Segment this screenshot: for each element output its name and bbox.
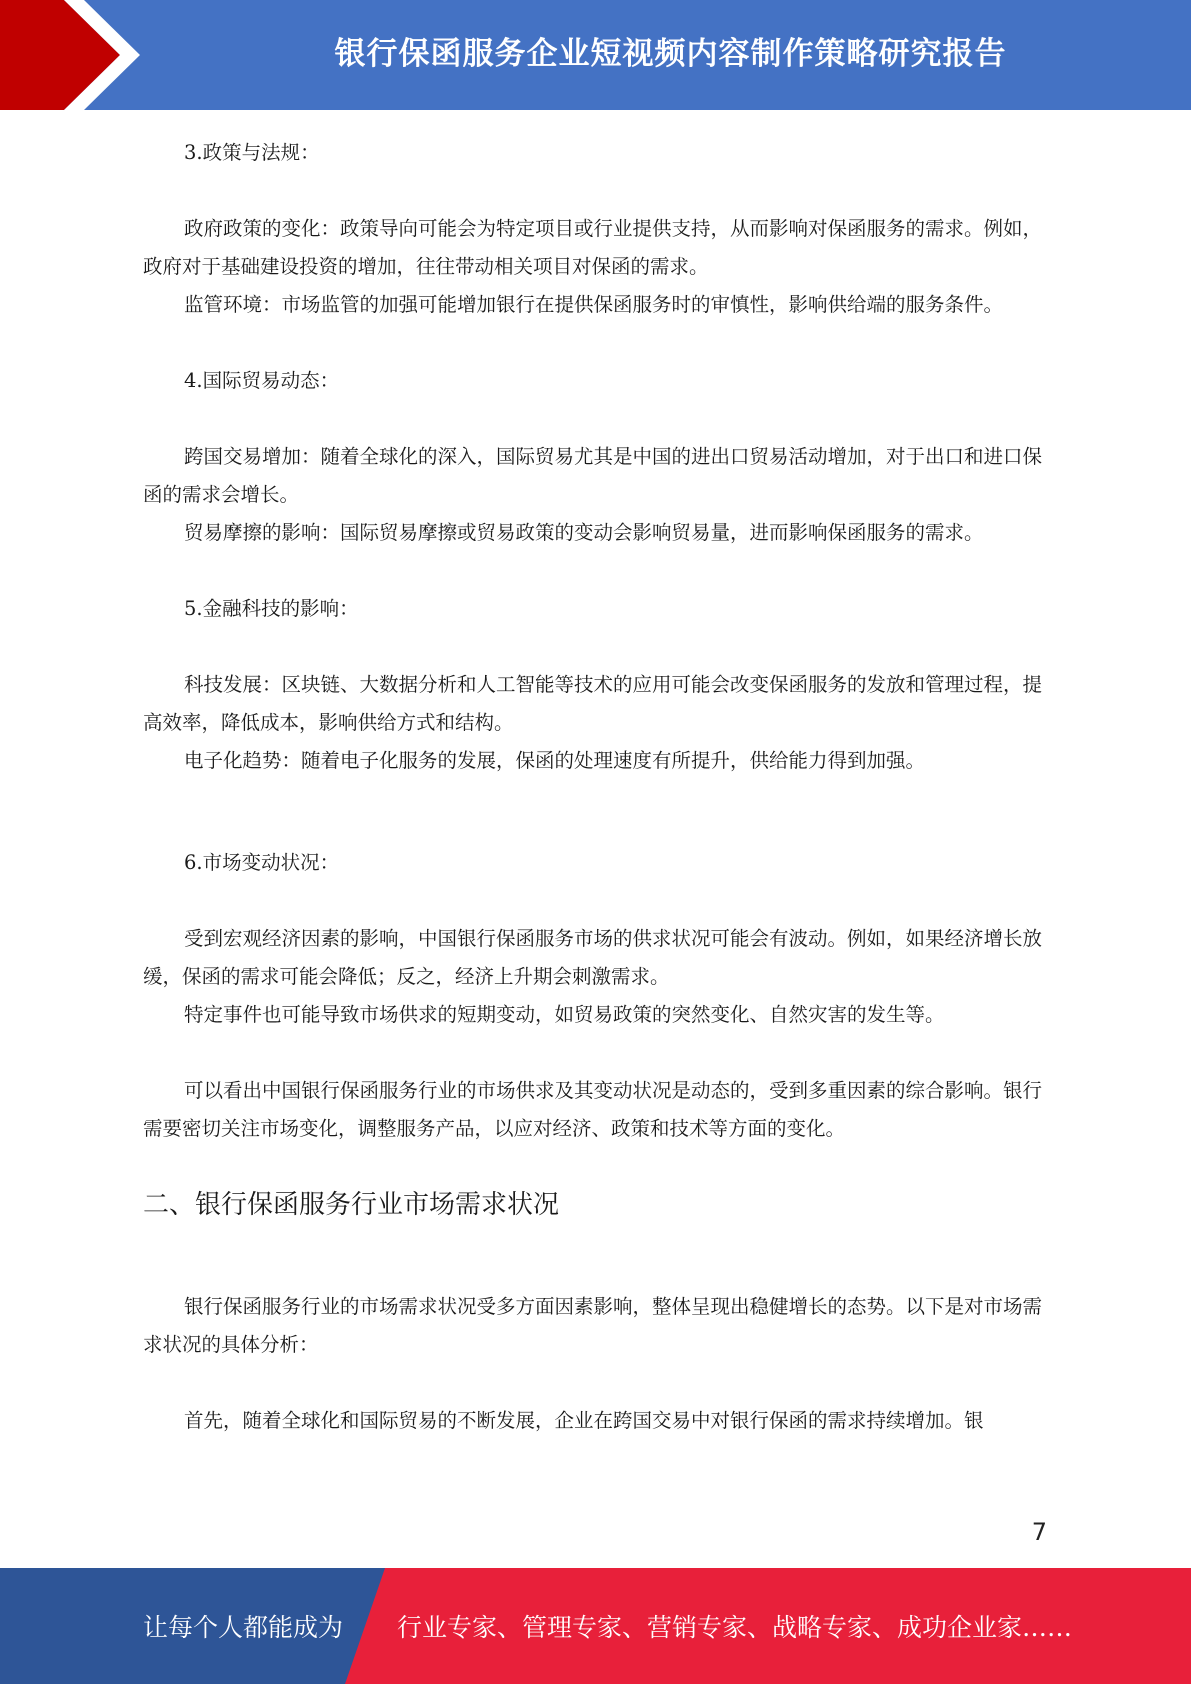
document-title: 银行保函服务企业短视频内容制作策略研究报告 [334,35,1007,72]
paragraph: 电子化趋势：随着电子化服务的发展，保函的处理速度有所提升，供给能力得到加强。 [184,749,926,772]
page-content [143,134,1048,1440]
paragraph: 首先，随着全球化和国际贸易的不断发展，企业在跨国交易中对银行保函的需求持续增加。银 [184,1409,984,1432]
section-6-heading: 6.市场变动状况： [184,851,340,874]
page-header [0,0,1191,110]
paragraph: 贸易摩擦的影响：国际贸易摩擦或贸易政策的变动会影响贸易量，进而影响保函服务的需求。 [184,521,984,544]
paragraph: 科技发展：区块链、大数据分析和人工智能等技术的应用可能会改变保函服务的发放和管理过程，提高效率，降低成本，影响供给方式和结构。 [143,673,1043,734]
summary-paragraph: 可以看出中国银行保函服务行业的市场供求及其变动状况是动态的，受到多重因素的综合影响。银行需要密切关注市场变化，调整服务产品，以应对经济、政策和技术等方面的变化。 [143,1079,1043,1140]
paragraph: 受到宏观经济因素的影响，中国银行保函服务市场的供求状况可能会有波动。例如，如果经济增长放缓，保函的需求可能会降低；反之，经济上升期会刺激需求。 [143,927,1043,988]
paragraph: 政府政策的变化：政策导向可能会为特定项目或行业提供支持，从而影响对保函服务的需求。例如，政府对于基础建设投资的增加，往往带动相关项目对保函的需求。 [143,217,1043,278]
footer-slogan-left: 让每个人都能成为 [143,1613,344,1642]
header-arrow-decoration [0,0,150,110]
paragraph: 银行保函服务行业的市场需求状况受多方面因素影响，整体呈现出稳健增长的态势。以下是对市场需求状况的具体分析： [143,1295,1043,1356]
section-4-heading: 4.国际贸易动态： [184,369,340,392]
paragraph: 特定事件也可能导致市场供求的短期变动，如贸易政策的突然变化、自然灾害的发生等。 [184,1003,945,1026]
section-3-heading: 3.政策与法规： [184,141,320,164]
footer-slogan-right: 行业专家、管理专家、营销专家、战略专家、成功企业家…… [397,1613,1073,1642]
page-number: 7 [1031,1518,1047,1546]
section-5-heading: 5.金融科技的影响： [184,597,359,620]
section-2-heading: 二、银行保函服务行业市场需求状况 [143,1190,560,1220]
page-footer [0,1568,1191,1684]
paragraph: 监管环境：市场监管的加强可能增加银行在提供保函服务时的审慎性，影响供给端的服务条件。 [184,293,1004,316]
paragraph: 跨国交易增加：随着全球化的深入，国际贸易尤其是中国的进出口贸易活动增加，对于出口和进口保函的需求会增长。 [143,445,1043,506]
